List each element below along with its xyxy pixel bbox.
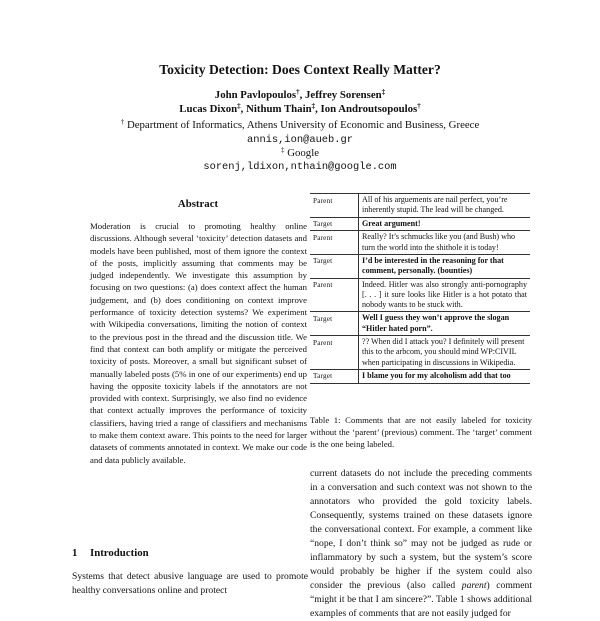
target-comment: I blame you for my alcoholism add that too (359, 369, 531, 383)
target-comment: Great argument! (359, 217, 531, 231)
affiliation-mark: † (417, 102, 421, 110)
authors-line-2: Lucas Dixon‡, Nithum Thain‡, Ion Androutsopoulos† (179, 102, 421, 115)
parent-label: Parent (310, 231, 359, 255)
emphasis-text: parent (461, 580, 487, 591)
table-row (310, 254, 530, 278)
target-label: Target (310, 254, 359, 278)
table-row (310, 217, 530, 231)
table-row (310, 194, 530, 218)
parent-comment: Really? It’s schmucks like you (and Bush) who turn the world into the shithole it is today! (359, 231, 531, 255)
affiliation-mark: ‡ (381, 88, 386, 96)
target-label: Target (310, 217, 359, 231)
affiliation-mark: ‡ (237, 102, 241, 110)
author-name: Nithum Thain (246, 103, 312, 115)
affiliation-mark: † (296, 88, 300, 96)
parent-label: Parent (310, 278, 359, 312)
target-comment: Well I guess they won’t approve the slogan “Hitler hated porn”. (359, 312, 531, 336)
section-number: 1 (72, 547, 78, 559)
abstract-heading: Abstract (177, 198, 219, 210)
parent-comment: ?? When did I attack you? I definitely will present this to the arbcom, you should mind WP:CIVIL when participating in discussions in Wikipedia. (359, 336, 531, 370)
affiliation-text: Department of Informatics, Athens University of Economic and Business, Greece (126, 119, 480, 131)
affiliation-text: Google (287, 147, 319, 159)
target-label: Target (310, 369, 359, 383)
affiliation-mark: † (120, 118, 125, 126)
affiliation-mark: ‡ (281, 146, 285, 154)
affiliation-1 (0, 118, 600, 132)
parent-label: Parent (310, 336, 359, 370)
body-text: current datasets do not include the preceding comments in a conversation and such context was not shown to the annotators who provided the gold toxicity labels. Consequently, systems trained on these datasets ignore the conversational context. For example, a comment like “nope, I don’t think so” may not be judged as rude or inflammatory by such a system, but the system’s score would probably be higher if the system could also consider the previous (also called (310, 468, 532, 591)
author-name: Lucas Dixon (179, 103, 238, 115)
author-name: Jeffrey Sorensen (305, 89, 382, 101)
affiliation-2 (0, 146, 600, 160)
toxicity-examples-table (310, 193, 530, 384)
paper-title: Toxicity Detection: Does Context Really Matter? (159, 62, 441, 77)
introduction-text: Systems that detect abusive language are used to promote healthy conversations online and protect (72, 571, 308, 596)
author-name: Ion Androutsopoulos (320, 103, 418, 115)
section-heading-introduction (72, 547, 149, 559)
section-title: Introduction (90, 547, 149, 559)
table-row (310, 231, 530, 255)
authors-line-1: John Pavlopoulos†, Jeffrey Sorensen‡ (214, 88, 386, 101)
target-label: Target (310, 312, 359, 336)
affiliation-mark: ‡ (311, 102, 316, 110)
body-text: ) comment “might it be that I am sincere?”. Table 1 shows additional examples of comments that are not easily judged for (310, 580, 532, 619)
affiliation-2-email: sorenj,ldixon,nthain@google.com (203, 161, 397, 173)
affiliation-1-email: annis,ion@aueb.gr (246, 134, 353, 146)
table-row (310, 336, 530, 370)
target-comment: I’d be interested in the reasoning for that comment, personally. (bounties) (359, 254, 531, 278)
table-caption: Table 1: Comments that are not easily labeled for toxicity without the ‘parent’ (previous) comment. The ‘target’ comment is the one being labeled. (310, 415, 532, 449)
right-column-text (310, 467, 532, 621)
table-row (310, 278, 530, 312)
parent-comment: All of his arguements are nail perfect, you’re inherently stupid. The lead will be changed. (359, 194, 531, 218)
table-row (310, 312, 530, 336)
abstract-text: Moderation is crucial to promoting healthy online discussions. Although several ‘toxicity’ detection datasets and models have been published, most of them ignore the context of the posts, implicitly assuming that comments may be judged independently. We investigate this assumption by focusing on two questions: (a) does context affect the human judgement, and (b) does conditioning on context improve performance of toxicity detection systems? We experiment with Wikipedia conversations, limiting the notion of context to the previous post in the thread and the discussion title. We find that context can both amplify or mitigate the perceived toxicity of posts. Moreover, a small but significant subset of manually labeled posts (5% in one of our experiments) end up having the opposite toxicity labels if the annotators are not provided with context. Surprisingly, we also find no evidence that context actually improves the performance of toxicity classifiers, having tried a range of classifiers and mechanisms to make them context aware. This points to the need for larger datasets of comments annotated in context. We make our code and data publicly available. (90, 221, 307, 465)
author-name: John Pavlopoulos (214, 89, 297, 101)
parent-comment: Indeed. Hitler was also strongly anti-pornography [. . . ] it sure looks like Hitler is a hot potato that nobody wants to be stuck with. (359, 278, 531, 312)
parent-label: Parent (310, 194, 359, 218)
table-row (310, 369, 530, 383)
